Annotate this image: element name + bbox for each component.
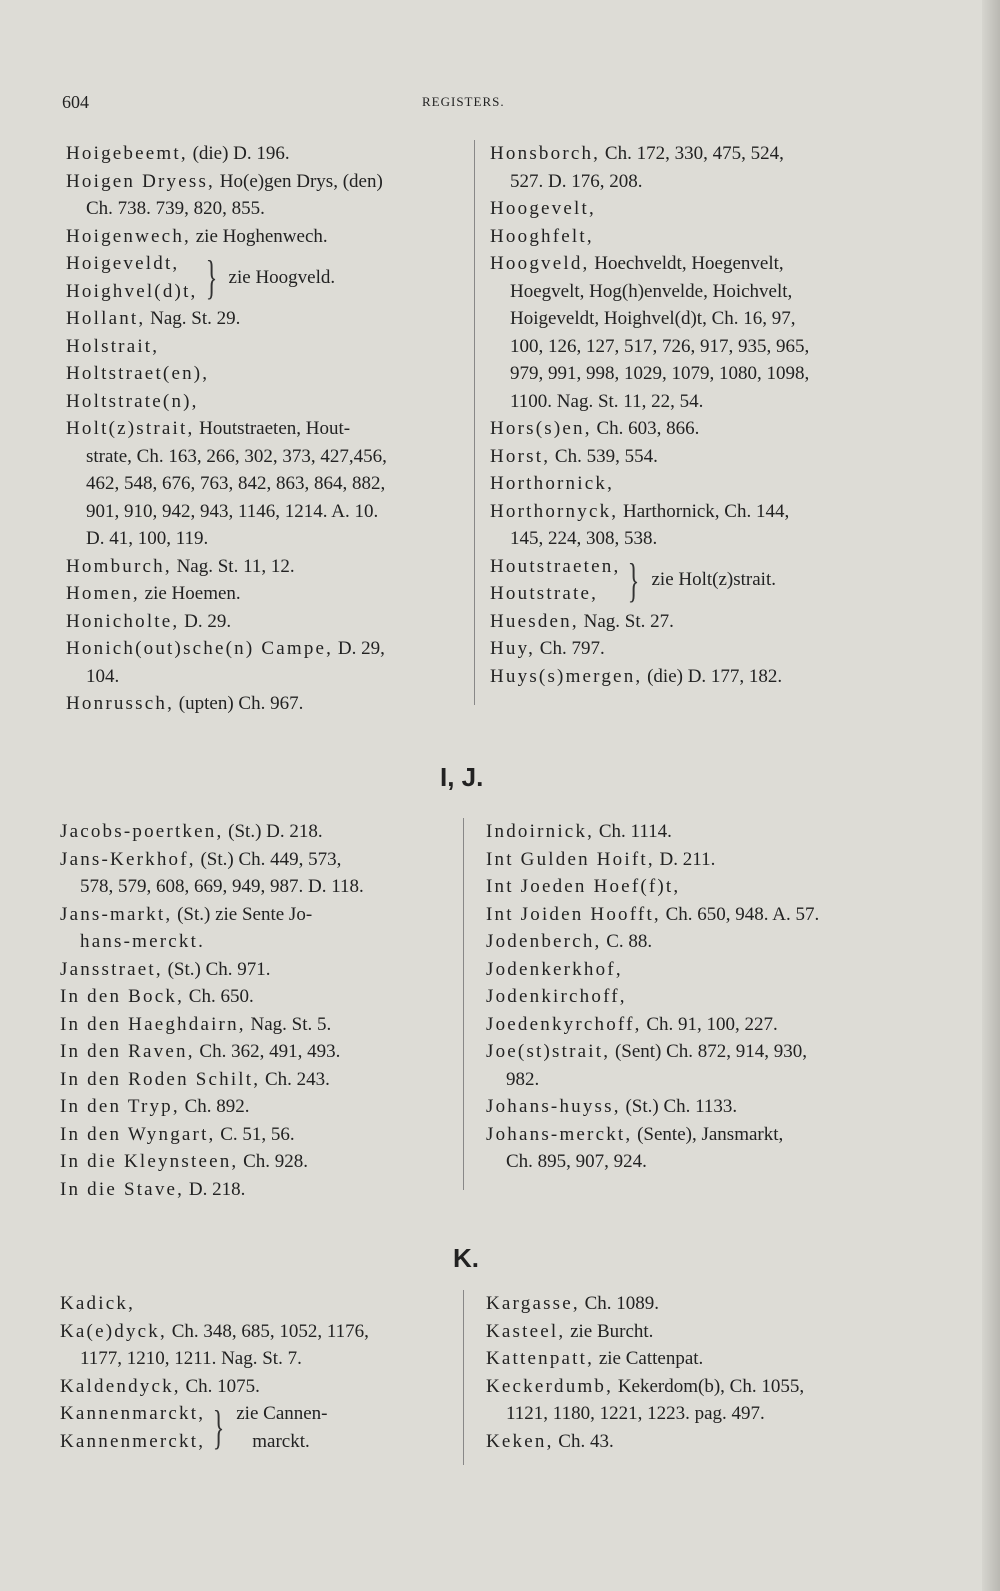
entry-term: Jodenkirchoff, [486, 986, 627, 1007]
index-entry [486, 818, 886, 846]
index-entry [490, 415, 890, 443]
entry-term: Honsborch, [490, 143, 601, 164]
entry-refs: zie Hoghenwech. [190, 225, 328, 247]
entry-term: Keckerdumb, [486, 1375, 614, 1397]
index-entry [66, 168, 466, 223]
index-entry [60, 1318, 460, 1373]
index-entry [490, 443, 890, 471]
entry-term: In den Raven, [60, 1041, 195, 1062]
index-entry [60, 846, 460, 901]
entry-refs: Nag. St. 27. [578, 610, 674, 632]
entry-refs: zie Cattenpat. [594, 1348, 704, 1369]
entry-refs: Nag. St. 11, 12. [171, 555, 295, 577]
entry-continuation: 100, 126, 127, 517, 726, 917, 935, 965, [510, 335, 810, 357]
index-entry [486, 1428, 886, 1456]
entry-refs: zie Hoemen. [139, 583, 241, 604]
entry-term: Horthornyck, [490, 500, 619, 522]
entry-continuation: 145, 224, 308, 538. [510, 528, 658, 549]
index-entry [66, 333, 466, 361]
entry-term: Houtstraeten, [490, 555, 621, 577]
entry-refs: Ho(e)gen Drys, (den) [215, 170, 383, 192]
entry-term: Kargasse, [486, 1293, 580, 1314]
entry-term: Honrussch, [66, 693, 175, 714]
entry-term: Ka(e)dyck, [60, 1320, 167, 1342]
running-head [62, 92, 532, 116]
entry-refs: (St.) Ch. 971. [162, 958, 271, 980]
entry-continuation: Ch. 738. 739, 820, 855. [86, 198, 265, 219]
entry-refs: Houtstraeten, Hout- [194, 418, 351, 439]
register-title: REGISTERS. [422, 94, 505, 109]
index-entry [490, 498, 890, 553]
entry-refs: Ch. 928. [238, 1151, 309, 1172]
entry-refs: D. 29, [333, 638, 385, 659]
entry-term: Holt(z)strait, [66, 418, 195, 439]
index-entry [490, 250, 890, 415]
see-reference: zie Cannen- [236, 1403, 328, 1424]
entry-term: In den Wyngart, [60, 1123, 216, 1145]
entry-term: Kannenmerckt, [60, 1430, 206, 1452]
entry-term: Holstrait, [66, 335, 160, 357]
index-entry [486, 901, 886, 929]
entry-refs: Hoechveldt, Hoegenvelt, [589, 253, 784, 274]
entry-term: Int Gulden Hoift, [486, 848, 655, 870]
entry-continuation: 527. D. 176, 208. [510, 170, 643, 192]
entry-refs: Ch. 362, 491, 493. [194, 1041, 341, 1062]
entry-refs: Ch. 348, 685, 1052, 1176, [166, 1320, 369, 1342]
index-entry [486, 1345, 886, 1373]
entry-term: Int Joiden Hoofft, [486, 903, 661, 925]
entry-continuation: 979, 991, 998, 1029, 1079, 1080, 1098, [510, 363, 810, 384]
section-heading-k: K. [453, 1243, 479, 1273]
right-column [486, 1290, 886, 1455]
entry-term: Int Joeden Hoef(f)t, [486, 876, 681, 897]
entry-refs: Ch. 797. [535, 638, 605, 659]
left-column [60, 1290, 460, 1455]
section-h [0, 140, 1000, 720]
entry-term: Joedenkyrchoff, [486, 1013, 642, 1035]
index-entry [66, 360, 466, 388]
index-entry [66, 415, 466, 553]
entry-refs: Nag. St. 5. [245, 1013, 332, 1035]
entry-continuation: strate, Ch. 163, 266, 302, 373, 427,456, [86, 445, 387, 467]
entry-continuation: Ch. 895, 907, 924. [506, 1151, 647, 1172]
entry-term: In den Haeghdairn, [60, 1013, 246, 1035]
entry-term: In den Roden Schilt, [60, 1068, 261, 1090]
entry-continuation: Hoigeveldt, Hoighvel(d)t, Ch. 16, 97, [510, 308, 796, 329]
index-entry [66, 690, 466, 718]
index-entry [60, 956, 460, 984]
entry-refs: C. 51, 56. [215, 1123, 295, 1145]
entry-term: Kannenmarckt, [60, 1403, 206, 1424]
entry-refs: zie Burcht. [565, 1320, 654, 1342]
entry-term: Homburch, [66, 555, 172, 577]
page-number: 604 [62, 92, 89, 112]
entry-term: Johans-merckt, [486, 1123, 633, 1145]
left-column [60, 818, 460, 1203]
cross-reference-group [66, 250, 466, 305]
index-entry [486, 846, 886, 874]
section-k [0, 1290, 1000, 1490]
entry-refs: Ch. 1075. [180, 1375, 260, 1397]
see-reference: zie Hoogveld. [228, 266, 336, 288]
entry-term: Kaldendyck, [60, 1375, 181, 1397]
entry-term: Hoogevelt, [490, 198, 596, 219]
entry-refs: Harthornick, Ch. 144, [618, 500, 790, 522]
entry-term: Jans-Kerkhof, [60, 848, 196, 870]
index-entry [60, 1038, 460, 1066]
index-entry [486, 1373, 886, 1428]
entry-term: Kadick, [60, 1293, 136, 1314]
see-reference: zie Holt(z)strait. [651, 569, 776, 591]
entry-continuation: 1100. Nag. St. 11, 22, 54. [510, 390, 704, 412]
index-entry [66, 580, 466, 608]
entry-continuation: 104. [86, 665, 120, 687]
curly-brace-glyph: } [212, 1401, 225, 1454]
entry-term: Honich(out)sche(n) Campe, [66, 638, 334, 659]
section-heading-ij: I, J. [440, 762, 484, 792]
column-divider [463, 1290, 464, 1465]
curly-brace-glyph: } [628, 553, 640, 607]
entry-refs: Ch. 43. [553, 1430, 614, 1452]
cross-reference-target [236, 1400, 327, 1455]
index-entry [486, 873, 886, 901]
index-entry [486, 1318, 886, 1346]
column-divider [463, 818, 464, 1190]
index-entry [490, 470, 890, 498]
entry-term: In die Kleynsteen, [60, 1151, 239, 1172]
index-entry [490, 223, 890, 251]
entry-refs: Ch. 603, 866. [591, 418, 700, 439]
entry-term: Joe(st)strait, [486, 1041, 611, 1062]
index-entry [66, 388, 466, 416]
cross-reference-group [490, 553, 890, 608]
entry-term: Huy, [490, 638, 536, 659]
entry-refs: D. 29. [179, 610, 232, 632]
index-entry [490, 140, 890, 195]
index-entry [60, 818, 460, 846]
right-column [486, 818, 886, 1176]
grouped-terms [60, 1400, 205, 1455]
entry-refs: (St.) D. 218. [223, 821, 323, 842]
index-entry [490, 195, 890, 223]
entry-refs: Ch. 650, 948. A. 57. [660, 903, 820, 925]
entry-continuation: 901, 910, 942, 943, 1146, 1214. A. 10. [86, 500, 379, 522]
grouped-terms [490, 553, 620, 608]
entry-continuation: D. 41, 100, 119. [86, 528, 209, 549]
entry-term: In den Tryp, [60, 1096, 180, 1117]
entry-refs: Ch. 172, 330, 475, 524, [600, 143, 784, 164]
entry-term: Houtstrate, [490, 583, 599, 604]
index-entry [60, 983, 460, 1011]
entry-term: Hoigeveldt, [66, 253, 180, 274]
entry-term: Johans-huyss, [486, 1096, 621, 1117]
entry-refs: (Sente), Jansmarkt, [632, 1123, 784, 1145]
entry-continuation: 982. [506, 1068, 540, 1090]
entry-refs: D. 218. [184, 1178, 246, 1200]
index-entry [60, 1373, 460, 1401]
index-entry [486, 1290, 886, 1318]
right-column [490, 140, 890, 690]
entry-refs: (die) D. 177, 182. [642, 665, 783, 687]
grouped-terms [66, 250, 198, 305]
index-entry [490, 608, 890, 636]
entry-term: Homen, [66, 583, 140, 604]
entry-refs: (upten) Ch. 967. [174, 693, 304, 714]
index-entry [60, 1121, 460, 1149]
entry-refs: (St.) Ch. 1133. [620, 1096, 738, 1117]
entry-refs: Kekerdom(b), Ch. 1055, [613, 1375, 805, 1397]
entry-term: Hollant, [66, 308, 146, 329]
index-entry [60, 1290, 460, 1318]
entry-continuation: hans-merckt. [80, 931, 206, 952]
entry-refs: Ch. 892. [179, 1096, 250, 1117]
index-entry [486, 1093, 886, 1121]
index-entry [60, 1148, 460, 1176]
entry-term: Jansstraet, [60, 958, 163, 980]
entry-term: Hoigebeemt, [66, 143, 188, 164]
index-entry [66, 608, 466, 636]
entry-continuation: 578, 579, 608, 669, 949, 987. D. 118. [80, 876, 364, 897]
index-entry [66, 553, 466, 581]
entry-term: Honicholte, [66, 610, 180, 632]
index-entry [486, 956, 886, 984]
cross-reference-group [60, 1400, 460, 1455]
index-entry [486, 1121, 886, 1176]
index-entry [60, 1093, 460, 1121]
index-entry [490, 635, 890, 663]
index-entry [60, 1176, 460, 1204]
entry-term: Holtstraet(en), [66, 363, 210, 384]
cross-reference-target [229, 264, 336, 292]
entry-refs: Ch. 91, 100, 227. [641, 1013, 778, 1035]
entry-term: Jacobs-poertken, [60, 821, 224, 842]
entry-term: Jans-markt, [60, 903, 173, 925]
column-divider [474, 140, 475, 705]
entry-term: Hoogveld, [490, 253, 590, 274]
entry-term: Kasteel, [486, 1320, 566, 1342]
entry-refs: D. 211. [654, 848, 716, 870]
entry-refs: Ch. 539, 554. [550, 445, 658, 467]
cross-reference-target [651, 566, 776, 594]
entry-refs: (Sent) Ch. 872, 914, 930, [610, 1041, 808, 1062]
entry-term: Hoigen Dryess, [66, 170, 216, 192]
entry-refs: (St.) zie Sente Jo- [172, 903, 313, 925]
index-entry [486, 1011, 886, 1039]
entry-refs: (die) D. 196. [187, 143, 290, 164]
entry-term: Keken, [486, 1430, 554, 1452]
left-column [66, 140, 466, 718]
section-ij [0, 818, 1000, 1208]
index-entry [486, 983, 886, 1011]
index-entry [490, 663, 890, 691]
entry-term: In den Bock, [60, 986, 185, 1007]
entry-refs: Nag. St. 29. [145, 308, 241, 329]
entry-term: Huesden, [490, 610, 579, 632]
entry-refs: C. 88. [601, 931, 653, 952]
entry-term: Hooghfelt, [490, 225, 594, 247]
entry-term: In die Stave, [60, 1178, 185, 1200]
curly-brace-glyph: } [205, 251, 217, 304]
entry-term: Huys(s)mergen, [490, 665, 643, 687]
see-reference-continuation: marckt. [252, 1430, 310, 1452]
entry-term: Horst, [490, 445, 551, 467]
entry-term: Hoighvel(d)t, [66, 280, 198, 302]
index-entry [486, 928, 886, 956]
entry-refs: Ch. 243. [260, 1068, 330, 1090]
entry-continuation: 1121, 1180, 1221, 1223. pag. 497. [506, 1403, 765, 1424]
index-entry [60, 901, 460, 956]
entry-continuation: 1177, 1210, 1211. Nag. St. 7. [80, 1348, 302, 1369]
index-entry [66, 635, 466, 690]
index-entry [60, 1066, 460, 1094]
index-entry [66, 140, 466, 168]
entry-term: Kattenpatt, [486, 1348, 595, 1369]
entry-term: Hoigenwech, [66, 225, 191, 247]
index-entry [66, 305, 466, 333]
entry-continuation: Hoegvelt, Hog(h)envelde, Hoichvelt, [510, 280, 793, 302]
index-entry [60, 1011, 460, 1039]
entry-refs: Ch. 650. [184, 986, 254, 1007]
entry-refs: Ch. 1114. [594, 821, 672, 842]
index-entry [66, 223, 466, 251]
entry-continuation: 462, 548, 676, 763, 842, 863, 864, 882, [86, 473, 386, 494]
entry-term: Horthornick, [490, 473, 615, 494]
entry-refs: Ch. 1089. [579, 1293, 660, 1314]
entry-term: Indoirnick, [486, 821, 595, 842]
entry-term: Jodenkerkhof, [486, 958, 623, 980]
entry-refs: (St.) Ch. 449, 573, [195, 848, 342, 870]
entry-term: Hors(s)en, [490, 418, 592, 439]
index-entry [486, 1038, 886, 1093]
entry-term: Jodenberch, [486, 931, 602, 952]
entry-term: Holtstrate(n), [66, 390, 199, 412]
